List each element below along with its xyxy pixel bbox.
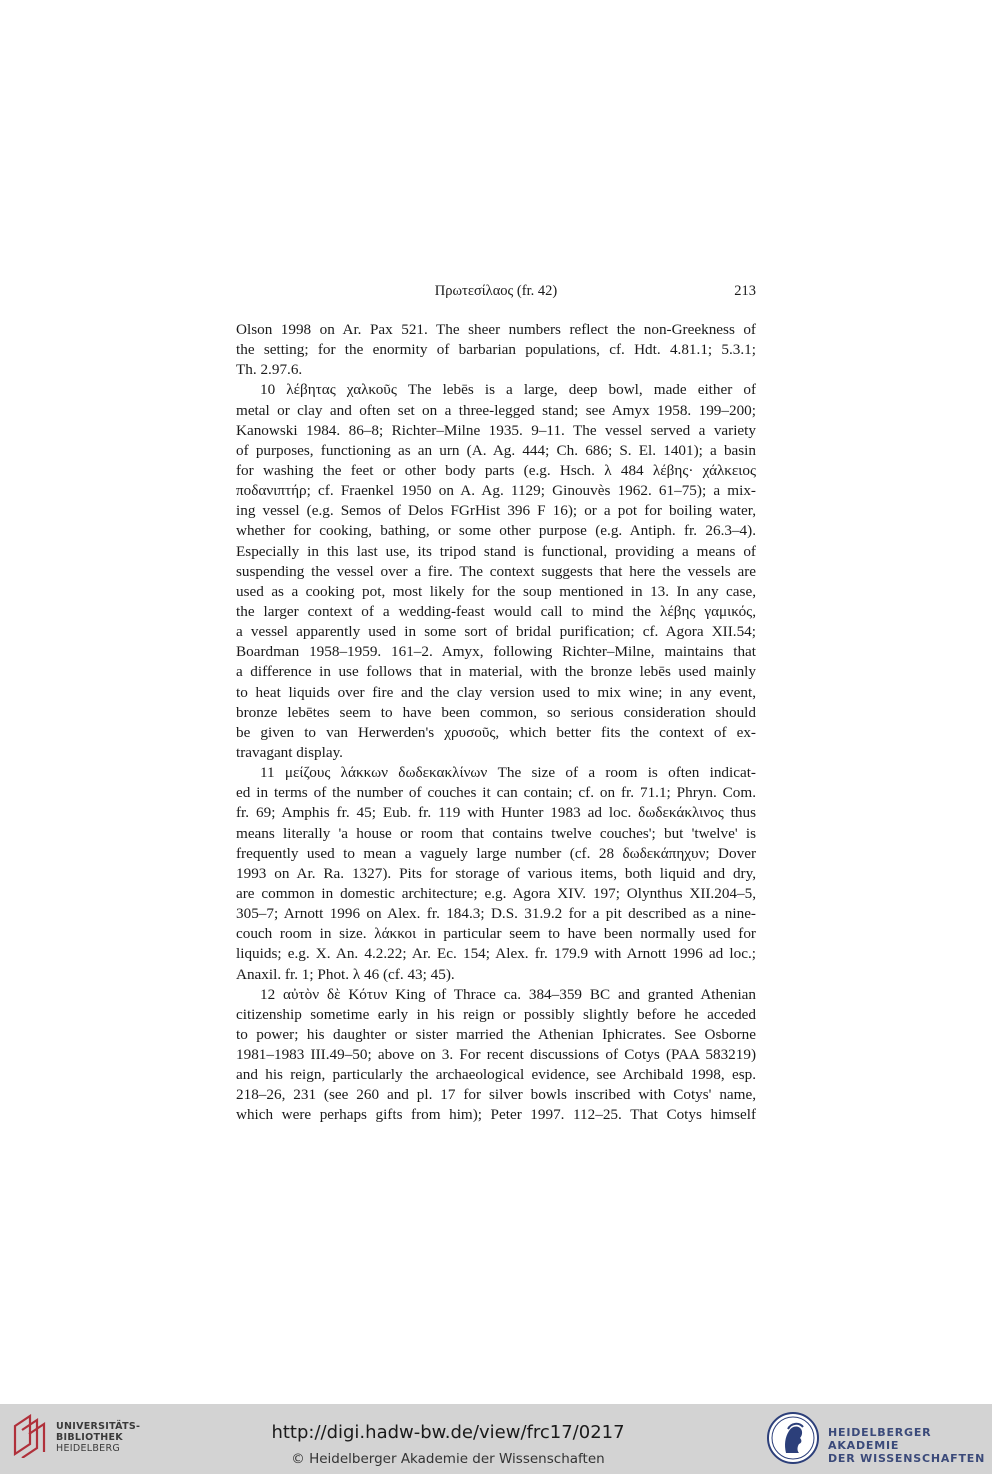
text-line: 1993 on Ar. Ra. 1327). Pits for storage of various items, both liquid and dry, [236,864,756,882]
footer-bar [0,1404,992,1474]
university-library-name [56,1421,140,1454]
text-line: whether for cooking, bathing, or some other purpose (e.g. Antiph. fr. 26.3–4). [236,522,756,540]
text-line: means literally 'a house or room that contains twelve couches'; but 'twelve' is [236,824,756,842]
library-name-line: HEIDELBERG [56,1443,121,1454]
academy-seal-icon [766,1411,820,1465]
academy-name [828,1426,992,1465]
text-line: couch room in size. λάκκοι in particular seem to have been normally used for [236,925,756,943]
text-line: metal or clay and often set on a three-legged stand; see Amyx 1958. 199–200; [236,401,756,419]
text-line: the setting; for the enormity of barbarian populations, cf. Hdt. 4.81.1; 5.3.1; [236,341,756,359]
permalink-url[interactable]: http://digi.hadw-bw.de/view/frc17/0217 [271,1422,625,1443]
text-line: liquids; e.g. X. An. 4.2.22; Ar. Ec. 154; Alex. fr. 179.9 with Arnott 1996 ad loc.; [236,945,756,963]
text-line: suspending the vessel over a fire. The context suggests that here the vessels are [236,562,756,580]
library-name-line: UNIVERSITÄTS- [56,1421,141,1432]
university-library-logo-icon [12,1414,50,1458]
lemma-line: 10 λέβητας χαλκοῦς The lebēs is a large, deep bowl, made either of [260,381,756,399]
text-line: of purposes, functioning as an urn (A. Ag. 444; Ch. 686; S. El. 1401); a basin [236,441,756,459]
text-line: citizenship sometime early in his reign or possibly slightly before he acceded [236,1005,756,1023]
text-line: frequently used to mean a vaguely large number (cf. 28 δωδεκάπηχυν; Dover [236,844,756,862]
lemma-line: 12 αὐτὸν δὲ Κότυν King of Thrace ca. 384–359 BC and granted Athenian [260,985,756,1003]
academy-name-line: HEIDELBERGER AKADEMIE [828,1426,932,1452]
text-line: a difference in use follows that in material, with the bronze lebēs used mainly [236,663,756,681]
text-line: travagant display. [236,743,343,761]
library-name-line: BIBLIOTHEK [56,1432,123,1443]
text-line: are common in domestic architecture; e.g. Agora XIV. 197; Olynthus XII.204–5, [236,884,756,902]
text-line: ed in terms of the number of couches it can contain; cf. on fr. 71.1; Phryn. Com. [236,784,756,802]
text-line: to power; his daughter or sister married the Athenian Iphicrates. See Osborne [236,1025,756,1043]
text-line: Anaxil. fr. 1; Phot. λ 46 (cf. 43; 45). [236,965,455,983]
copyright-notice: © Heidelberger Akademie der Wissenschaften [291,1451,605,1467]
text-line: for washing the feet or other body parts (e.g. Hsch. λ 484 λέβης· χάλκειος [236,461,756,479]
text-line: 218–26, 231 (see 260 and pl. 17 for silver bowls inscribed with Cotys' name, [236,1086,756,1104]
text-line: which were perhaps gifts from him); Peter 1997. 112–25. That Cotys himself [236,1106,756,1124]
commentary-text [236,320,756,1126]
text-line: 305–7; Arnott 1996 on Alex. fr. 184.3; D.S. 31.9.2 for a pit described as a nine- [236,905,756,923]
text-line: to heat liquids over fire and the clay version used to mix wine; in any event, [236,683,756,701]
text-line: ing vessel (e.g. Semos of Delos FGrHist 396 F 16); or a pot for boiling water, [236,502,756,520]
text-line: be given to van Herwerden's χρυσοῦς, which better fits the context of ex- [236,723,756,741]
text-line: bronze lebētes seem to have been common, so serious consideration should [236,703,756,721]
text-line: fr. 69; Amphis fr. 45; Eub. fr. 119 with Hunter 1983 ad loc. δωδεκάκλινος thus [236,804,756,822]
text-line: used as a cooking pot, most likely for the soup mentioned in 13. In any case, [236,582,756,600]
page-number: 213 [734,283,756,299]
text-line: Kanowski 1984. 86–8; Richter–Milne 1935. 9–11. The vessel served a variety [236,421,756,439]
text-line: and his reign, particularly the archaeological evidence, see Archibald 1998, esp. [236,1066,756,1084]
text-line: Boardman 1958–1959. 161–2. Amyx, following Richter–Milne, maintains that [236,643,756,661]
text-line: Especially in this last use, its tripod stand is functional, providing a means of [236,542,756,560]
page-header [236,283,756,303]
text-line: 1981–1983 III.49–50; above on 3. For recent discussions of Cotys (PAA 583219) [236,1046,756,1064]
text-line: the larger context of a wedding-feast would call to mind the λέβης γαμικός, [236,602,756,620]
text-line: a vessel apparently used in some sort of bridal purification; cf. Agora XII.54; [236,623,756,641]
text-line: Olson 1998 on Ar. Pax 521. The sheer numbers reflect the non-Greekness of [236,321,756,338]
text-line: ποδανιπτήρ; cf. Fraenkel 1950 on A. Ag. 1129; Ginouvès 1962. 61–75); a mix- [236,482,756,500]
lemma-line: 11 μείζους λάκκων δωδεκακλίνων The size of a room is often indicat- [260,764,756,782]
text-line: Th. 2.97.6. [236,361,303,379]
running-title: Πρωτεσίλαος (fr. 42) [434,283,558,299]
academy-name-line: DER WISSENSCHAFTEN [828,1452,986,1465]
